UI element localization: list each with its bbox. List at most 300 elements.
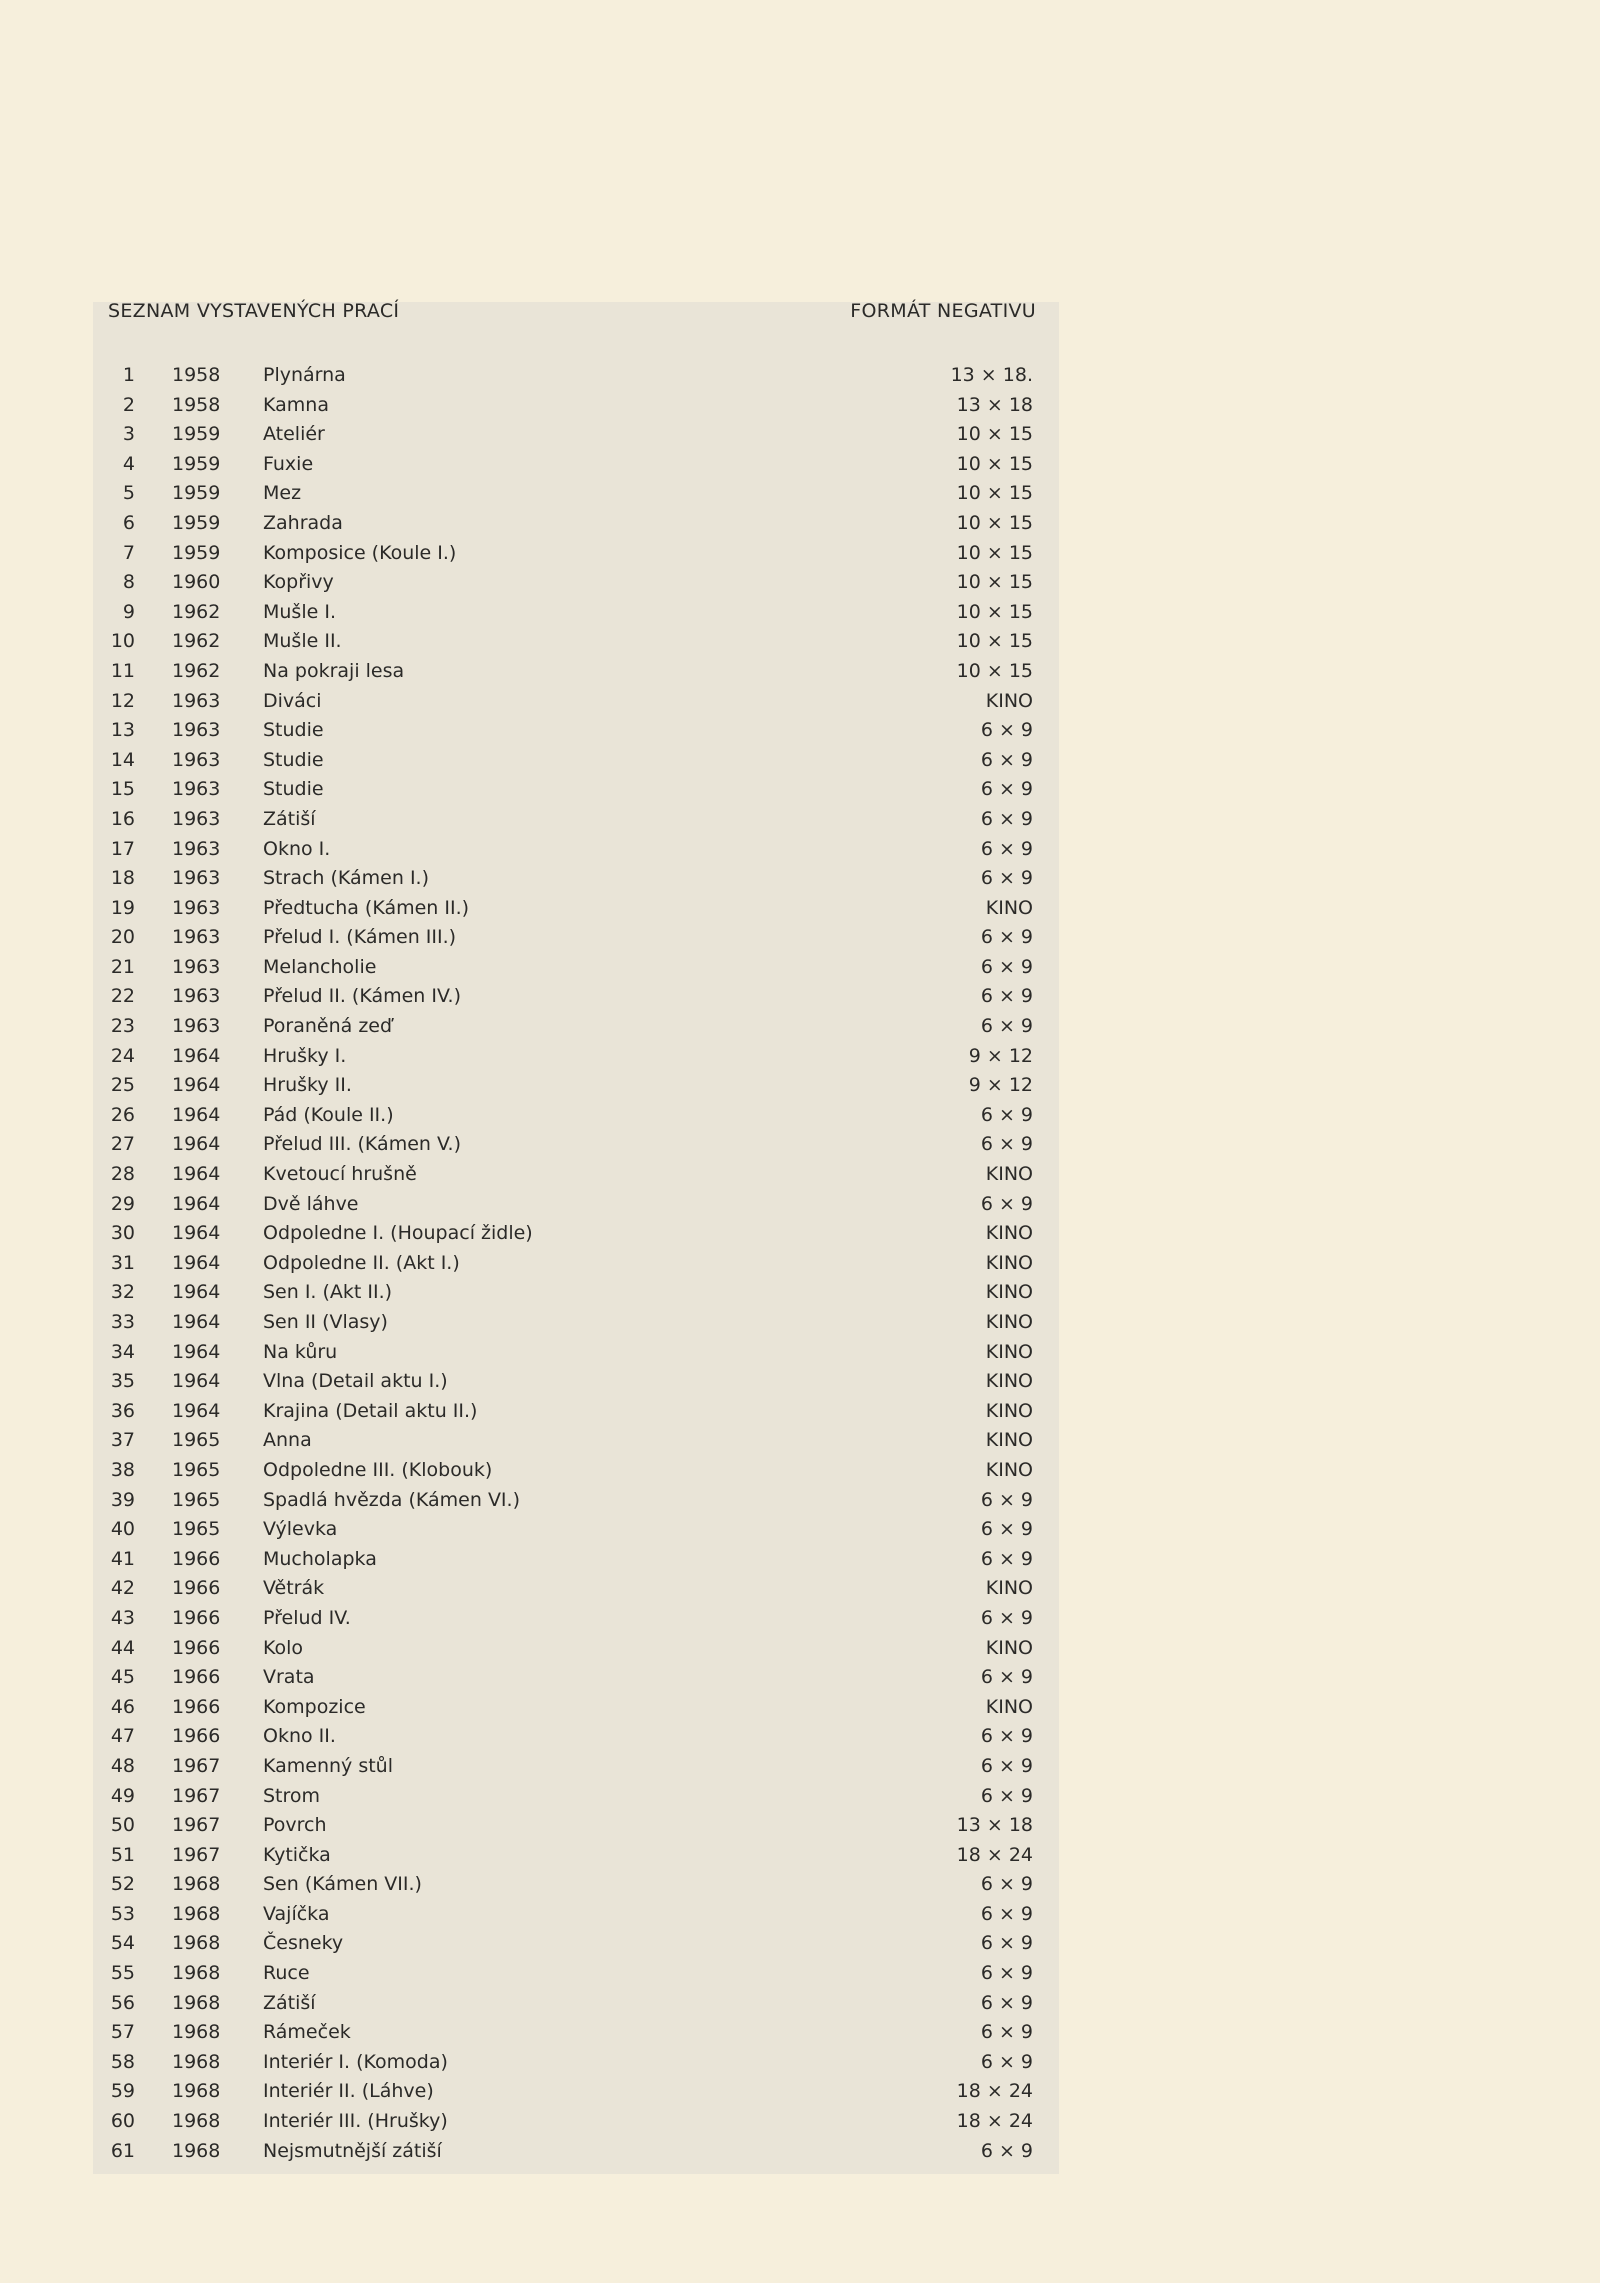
item-year: 1964 — [172, 1370, 221, 1393]
item-format: KINO — [985, 1370, 1033, 1393]
list-item — [93, 1545, 1059, 1575]
item-year: 1968 — [172, 2080, 221, 2103]
item-title: Kompozice — [263, 1695, 366, 1718]
item-year: 1963 — [172, 689, 221, 712]
list-item — [93, 1693, 1059, 1723]
item-format: 6 × 9 — [980, 1873, 1033, 1896]
list-item — [93, 1397, 1059, 1427]
list-item — [93, 391, 1059, 421]
item-format: KINO — [985, 896, 1033, 919]
item-number: 38 — [110, 1458, 135, 1481]
item-title: Rámeček — [263, 2021, 351, 2044]
list-item — [93, 864, 1059, 894]
list-item — [93, 1249, 1059, 1279]
item-format: KINO — [985, 689, 1033, 712]
list-item — [93, 1042, 1059, 1072]
item-format: KINO — [985, 1577, 1033, 1600]
item-year: 1966 — [172, 1606, 221, 1629]
item-year: 1964 — [172, 1163, 221, 1186]
item-year: 1964 — [172, 1251, 221, 1274]
item-title: Zátiší — [263, 1991, 316, 2014]
item-number: 34 — [110, 1340, 135, 1363]
item-format: 6 × 9 — [980, 2139, 1033, 2162]
item-format: 18 × 24 — [956, 2110, 1033, 2133]
item-number: 54 — [110, 1932, 135, 1955]
item-format: 6 × 9 — [980, 837, 1033, 860]
item-number: 36 — [110, 1399, 135, 1422]
item-year: 1962 — [172, 600, 221, 623]
list-item — [93, 746, 1059, 776]
list-item — [93, 1841, 1059, 1871]
list-item — [93, 835, 1059, 865]
list-item — [93, 953, 1059, 983]
item-format: 6 × 9 — [980, 778, 1033, 801]
item-number: 12 — [110, 689, 135, 712]
item-number: 45 — [110, 1666, 135, 1689]
item-year: 1964 — [172, 1103, 221, 1126]
item-year: 1968 — [172, 1932, 221, 1955]
item-title: Vajíčka — [263, 1902, 330, 1925]
item-format: 10 × 15 — [956, 600, 1033, 623]
item-format: 13 × 18. — [950, 364, 1033, 386]
item-number: 3 — [122, 423, 135, 446]
item-title: Vlna (Detail aktu I.) — [263, 1370, 448, 1393]
list-item — [93, 1515, 1059, 1545]
item-format: 6 × 9 — [980, 1103, 1033, 1126]
item-title: Zahrada — [263, 511, 343, 534]
item-format: 6 × 9 — [980, 1991, 1033, 2014]
list-item — [93, 479, 1059, 509]
list-header — [108, 300, 1036, 328]
list-item — [93, 1870, 1059, 1900]
item-number: 48 — [110, 1754, 135, 1777]
item-year: 1967 — [172, 1784, 221, 1807]
list-item — [93, 1426, 1059, 1456]
item-number: 17 — [110, 837, 135, 860]
list-item — [93, 1634, 1059, 1664]
item-year: 1964 — [172, 1281, 221, 1304]
list-item — [93, 1486, 1059, 1516]
item-number: 20 — [110, 926, 135, 949]
item-year: 1960 — [172, 571, 221, 594]
item-year: 1963 — [172, 896, 221, 919]
item-format: 6 × 9 — [980, 1518, 1033, 1541]
item-year: 1959 — [172, 452, 221, 475]
item-format: 6 × 9 — [980, 955, 1033, 978]
item-title: Zátiší — [263, 807, 316, 830]
item-format: 6 × 9 — [980, 1488, 1033, 1511]
item-title: Kolo — [263, 1636, 304, 1659]
item-year: 1966 — [172, 1666, 221, 1689]
item-number: 33 — [110, 1311, 135, 1333]
list-item — [93, 716, 1059, 746]
item-number: 32 — [110, 1281, 135, 1304]
item-year: 1964 — [172, 1399, 221, 1422]
item-format: 6 × 9 — [980, 1606, 1033, 1629]
item-title: Mušle I. — [263, 600, 336, 623]
list-item — [93, 1959, 1059, 1989]
list-item — [93, 1722, 1059, 1752]
list-item — [93, 361, 1059, 391]
item-title: Na kůru — [263, 1340, 338, 1363]
list-item — [93, 2018, 1059, 2048]
item-year: 1963 — [172, 955, 221, 978]
list-item — [93, 1278, 1059, 1308]
item-year: 1968 — [172, 2021, 221, 2044]
list-item — [93, 1101, 1059, 1131]
item-number: 42 — [110, 1577, 135, 1600]
list-heading: SEZNAM VYSTAVENÝCH PRACÍ — [108, 300, 400, 322]
item-title: Kopřivy — [263, 571, 334, 594]
item-format: 6 × 9 — [980, 926, 1033, 949]
list-item — [93, 2048, 1059, 2078]
item-year: 1968 — [172, 2110, 221, 2133]
item-title: Strom — [263, 1784, 321, 1807]
item-year: 1962 — [172, 659, 221, 682]
item-number: 6 — [122, 511, 135, 534]
item-format: KINO — [985, 1281, 1033, 1304]
item-year: 1959 — [172, 423, 221, 446]
item-format: 6 × 9 — [980, 1192, 1033, 1215]
list-item — [93, 1929, 1059, 1959]
list-item — [93, 598, 1059, 628]
item-format: KINO — [985, 1399, 1033, 1422]
item-year: 1968 — [172, 2139, 221, 2162]
item-format: 10 × 15 — [956, 659, 1033, 682]
item-title: Strach (Kámen I.) — [263, 867, 430, 890]
item-title: Sen (Kámen VII.) — [263, 1873, 422, 1896]
item-year: 1964 — [172, 1311, 221, 1333]
item-format: 6 × 9 — [980, 1547, 1033, 1570]
item-number: 22 — [110, 985, 135, 1008]
item-number: 1 — [122, 364, 135, 386]
item-year: 1964 — [172, 1192, 221, 1215]
item-format: KINO — [985, 1458, 1033, 1481]
item-title: Sen I. (Akt II.) — [263, 1281, 393, 1304]
item-year: 1968 — [172, 1902, 221, 1925]
item-year: 1964 — [172, 1340, 221, 1363]
item-number: 4 — [122, 452, 135, 475]
item-year: 1959 — [172, 511, 221, 534]
item-year: 1958 — [172, 393, 221, 416]
item-title: Melancholie — [263, 955, 377, 978]
item-title: Studie — [263, 719, 324, 742]
item-format: KINO — [985, 1429, 1033, 1452]
item-format: 9 × 12 — [968, 1044, 1033, 1067]
item-number: 61 — [110, 2139, 135, 2162]
item-title: Interiér III. (Hrušky) — [263, 2110, 448, 2133]
item-year: 1964 — [172, 1074, 221, 1097]
item-title: Výlevka — [263, 1518, 338, 1541]
item-title: Kvetoucí hrušně — [263, 1163, 417, 1186]
list-item — [93, 2137, 1059, 2167]
list-item — [93, 657, 1059, 687]
item-format: 6 × 9 — [980, 1666, 1033, 1689]
item-format: 10 × 15 — [956, 571, 1033, 594]
item-format: KINO — [985, 1636, 1033, 1659]
item-year: 1963 — [172, 778, 221, 801]
item-year: 1968 — [172, 1991, 221, 2014]
item-title: Kytička — [263, 1843, 331, 1866]
item-format: 6 × 9 — [980, 1962, 1033, 1985]
item-title: Interiér II. (Láhve) — [263, 2080, 434, 2103]
item-format: 6 × 9 — [980, 2050, 1033, 2073]
item-year: 1963 — [172, 719, 221, 742]
item-title: Kamna — [263, 393, 329, 416]
item-year: 1958 — [172, 364, 221, 386]
item-year: 1964 — [172, 1222, 221, 1245]
item-number: 40 — [110, 1518, 135, 1541]
item-number: 30 — [110, 1222, 135, 1245]
item-format: 13 × 18 — [956, 393, 1033, 416]
list-item — [93, 1989, 1059, 2019]
item-title: Přelud I. (Kámen III.) — [263, 926, 457, 949]
item-number: 28 — [110, 1163, 135, 1186]
item-number: 50 — [110, 1814, 135, 1837]
item-title: Větrák — [263, 1577, 325, 1600]
list-item — [93, 1782, 1059, 1812]
item-title: Interiér I. (Komoda) — [263, 2050, 448, 2073]
list-item — [93, 1160, 1059, 1190]
item-title: Fuxie — [263, 452, 314, 475]
item-format: 6 × 9 — [980, 1902, 1033, 1925]
item-year: 1966 — [172, 1725, 221, 1748]
item-format: KINO — [985, 1251, 1033, 1274]
item-format: 10 × 15 — [956, 511, 1033, 534]
item-title: Spadlá hvězda (Kámen VI.) — [263, 1488, 520, 1511]
item-number: 19 — [110, 896, 135, 919]
list-item — [93, 805, 1059, 835]
item-format: 10 × 15 — [956, 630, 1033, 653]
item-title: Okno I. — [263, 837, 331, 860]
item-title: Studie — [263, 778, 324, 801]
item-title: Česneky — [263, 1932, 344, 1955]
list-item — [93, 1900, 1059, 1930]
item-year: 1964 — [172, 1044, 221, 1067]
item-title: Mušle II. — [263, 630, 342, 653]
item-title: Předtucha (Kámen II.) — [263, 896, 470, 919]
item-year: 1968 — [172, 1962, 221, 1985]
list-item — [93, 1811, 1059, 1841]
list-item — [93, 1456, 1059, 1486]
item-year: 1967 — [172, 1754, 221, 1777]
item-title: Povrch — [263, 1814, 327, 1837]
item-year: 1968 — [172, 2050, 221, 2073]
list-item — [93, 1338, 1059, 1368]
item-number: 58 — [110, 2050, 135, 2073]
list-item — [93, 687, 1059, 717]
item-title: Vrata — [263, 1666, 315, 1689]
item-year: 1965 — [172, 1518, 221, 1541]
item-year: 1966 — [172, 1695, 221, 1718]
item-format: 18 × 24 — [956, 2080, 1033, 2103]
item-title: Sen II (Vlasy) — [263, 1311, 388, 1333]
item-title: Odpoledne I. (Houpací židle) — [263, 1222, 533, 1245]
item-format: KINO — [985, 1163, 1033, 1186]
item-number: 13 — [110, 719, 135, 742]
item-year: 1967 — [172, 1843, 221, 1866]
item-title: Kamenný stůl — [263, 1754, 394, 1777]
item-format: 10 × 15 — [956, 541, 1033, 564]
item-year: 1965 — [172, 1488, 221, 1511]
works-list — [93, 361, 1059, 2166]
item-title: Ruce — [263, 1962, 310, 1985]
item-number: 39 — [110, 1488, 135, 1511]
item-title: Na pokraji lesa — [263, 659, 405, 682]
item-number: 15 — [110, 778, 135, 801]
item-title: Mucholapka — [263, 1547, 377, 1570]
item-number: 9 — [122, 600, 135, 623]
list-item — [93, 539, 1059, 569]
item-format: 10 × 15 — [956, 452, 1033, 475]
item-format: KINO — [985, 1222, 1033, 1245]
item-number: 21 — [110, 955, 135, 978]
list-item — [93, 509, 1059, 539]
item-number: 24 — [110, 1044, 135, 1067]
list-item — [93, 568, 1059, 598]
item-format: KINO — [985, 1340, 1033, 1363]
list-item — [93, 627, 1059, 657]
item-year: 1968 — [172, 1873, 221, 1896]
list-item — [93, 1130, 1059, 1160]
item-title: Mez — [263, 482, 302, 505]
item-title: Komposice (Koule I.) — [263, 541, 457, 564]
list-item — [93, 1071, 1059, 1101]
item-number: 60 — [110, 2110, 135, 2133]
item-format: 6 × 9 — [980, 2021, 1033, 2044]
item-number: 11 — [110, 659, 135, 682]
item-year: 1966 — [172, 1577, 221, 1600]
item-format: 6 × 9 — [980, 1784, 1033, 1807]
item-number: 41 — [110, 1547, 135, 1570]
item-number: 59 — [110, 2080, 135, 2103]
list-item — [93, 1604, 1059, 1634]
item-title: Odpoledne II. (Akt I.) — [263, 1251, 460, 1274]
item-number: 23 — [110, 1015, 135, 1038]
item-year: 1966 — [172, 1636, 221, 1659]
list-item — [93, 1752, 1059, 1782]
format-column-heading: FORMÁT NEGATIVU — [850, 300, 1036, 322]
item-year: 1959 — [172, 541, 221, 564]
list-item — [93, 923, 1059, 953]
list-item — [93, 982, 1059, 1012]
item-year: 1965 — [172, 1458, 221, 1481]
item-title: Pád (Koule II.) — [263, 1103, 394, 1126]
item-title: Poraněná zeď — [263, 1015, 393, 1038]
list-item — [93, 450, 1059, 480]
item-format: 6 × 9 — [980, 807, 1033, 830]
item-format: 10 × 15 — [956, 423, 1033, 446]
item-number: 47 — [110, 1725, 135, 1748]
item-year: 1964 — [172, 1133, 221, 1156]
list-item — [93, 2107, 1059, 2137]
item-year: 1967 — [172, 1814, 221, 1837]
list-item — [93, 1663, 1059, 1693]
item-format: 6 × 9 — [980, 1725, 1033, 1748]
list-item — [93, 1574, 1059, 1604]
item-number: 53 — [110, 1902, 135, 1925]
item-number: 57 — [110, 2021, 135, 2044]
item-title: Nejsmutnější zátiší — [263, 2139, 442, 2162]
item-year: 1963 — [172, 985, 221, 1008]
item-format: KINO — [985, 1695, 1033, 1718]
item-title: Hrušky II. — [263, 1074, 352, 1097]
item-number: 52 — [110, 1873, 135, 1896]
list-item — [93, 894, 1059, 924]
item-title: Přelud IV. — [263, 1606, 351, 1629]
item-year: 1959 — [172, 482, 221, 505]
item-title: Okno II. — [263, 1725, 336, 1748]
item-title: Hrušky I. — [263, 1044, 347, 1067]
item-title: Plynárna — [263, 364, 346, 386]
item-number: 55 — [110, 1962, 135, 1985]
item-format: 9 × 12 — [968, 1074, 1033, 1097]
item-number: 10 — [110, 630, 135, 653]
item-year: 1963 — [172, 807, 221, 830]
item-title: Studie — [263, 748, 324, 771]
item-number: 51 — [110, 1843, 135, 1866]
item-number: 44 — [110, 1636, 135, 1659]
item-number: 26 — [110, 1103, 135, 1126]
item-number: 5 — [122, 482, 135, 505]
item-title: Ateliér — [263, 423, 325, 446]
list-item — [93, 1012, 1059, 1042]
item-title: Přelud III. (Kámen V.) — [263, 1133, 461, 1156]
list-item — [93, 420, 1059, 450]
item-year: 1963 — [172, 748, 221, 771]
item-year: 1963 — [172, 837, 221, 860]
item-number: 31 — [110, 1251, 135, 1274]
item-format: 13 × 18 — [956, 1814, 1033, 1837]
item-number: 7 — [122, 541, 135, 564]
list-item — [93, 775, 1059, 805]
item-title: Dvě láhve — [263, 1192, 359, 1215]
item-year: 1965 — [172, 1429, 221, 1452]
item-format: 6 × 9 — [980, 1932, 1033, 1955]
item-number: 49 — [110, 1784, 135, 1807]
item-number: 2 — [122, 393, 135, 416]
item-number: 27 — [110, 1133, 135, 1156]
item-title: Přelud II. (Kámen IV.) — [263, 985, 461, 1008]
item-number: 37 — [110, 1429, 135, 1452]
item-number: 16 — [110, 807, 135, 830]
item-format: 6 × 9 — [980, 1015, 1033, 1038]
item-number: 43 — [110, 1606, 135, 1629]
list-item — [93, 1367, 1059, 1397]
item-format: KINO — [985, 1311, 1033, 1333]
item-format: 10 × 15 — [956, 482, 1033, 505]
item-number: 35 — [110, 1370, 135, 1393]
item-number: 56 — [110, 1991, 135, 2014]
list-item — [93, 2077, 1059, 2107]
item-format: 6 × 9 — [980, 1133, 1033, 1156]
item-format: 6 × 9 — [980, 748, 1033, 771]
list-item — [93, 1190, 1059, 1220]
item-year: 1962 — [172, 630, 221, 653]
item-number: 18 — [110, 867, 135, 890]
item-format: 6 × 9 — [980, 985, 1033, 1008]
item-title: Krajina (Detail aktu II.) — [263, 1399, 478, 1422]
item-year: 1963 — [172, 867, 221, 890]
item-number: 14 — [110, 748, 135, 771]
item-year: 1966 — [172, 1547, 221, 1570]
list-item — [93, 1308, 1059, 1338]
item-format: 6 × 9 — [980, 1754, 1033, 1777]
item-number: 25 — [110, 1074, 135, 1097]
item-title: Diváci — [263, 689, 322, 712]
item-number: 29 — [110, 1192, 135, 1215]
item-year: 1963 — [172, 926, 221, 949]
